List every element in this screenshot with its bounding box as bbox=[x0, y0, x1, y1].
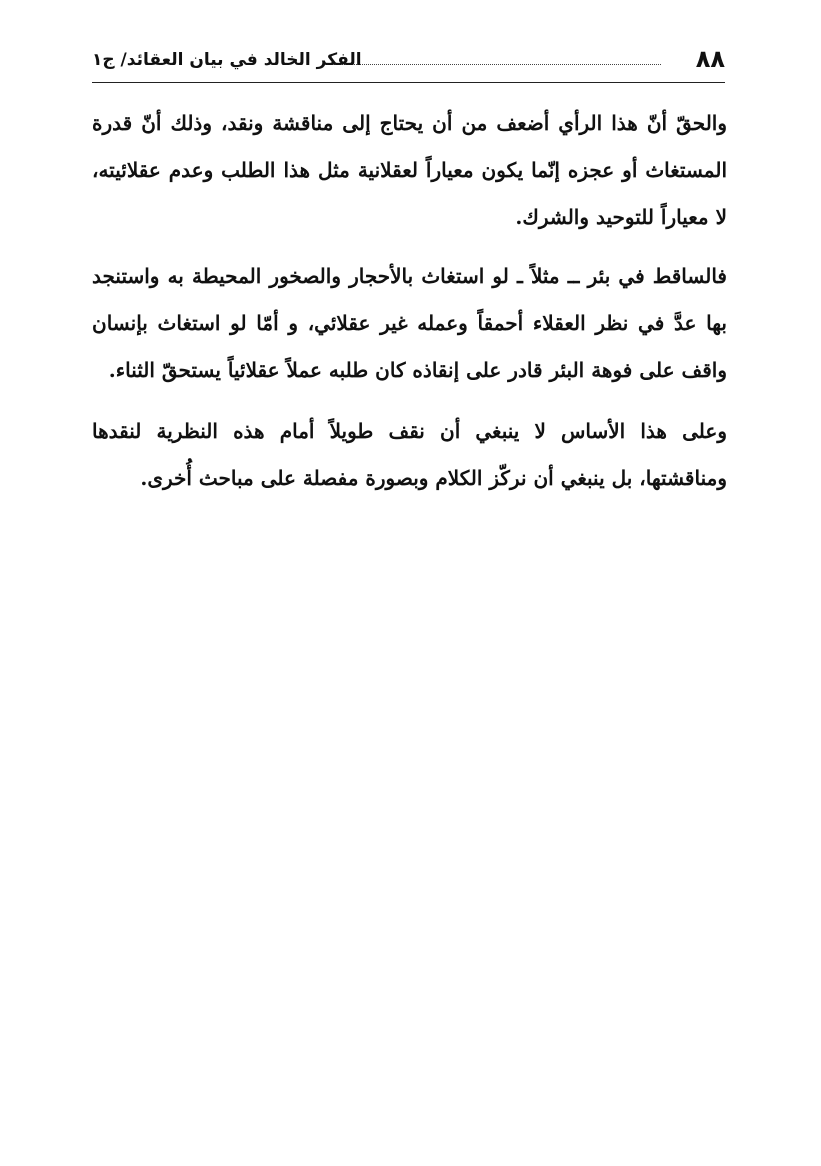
page-number: ٨٨ bbox=[695, 45, 725, 73]
running-title: الفكر الخالد في بيان العقائد/ ج١ bbox=[92, 50, 362, 70]
page-header bbox=[92, 40, 725, 82]
paragraph-2: فالساقط في بئر ــ مثلاً ـ لو استغاث بالأحجار والصخور المحيطة به واستنجد بها عدَّ في نظر العقلاء أحمقاً وعمله غير عقلائي، و أمّا لو استغاث بإنسان واقف على فوهة البئر قادر على إنقاذه كان طلبه عملاً عقلائياً يستحقّ الثناء. bbox=[92, 264, 727, 382]
page-body bbox=[92, 100, 727, 512]
header-leader-dots bbox=[324, 64, 661, 65]
header-rule bbox=[92, 82, 725, 83]
paragraph-3: وعلى هذا الأساس لا ينبغي أن نقف طويلاً أمام هذه النظرية لنقدها ومناقشتها، بل ينبغي أن نركّز الكلام وبصورة مفصلة على مباحث أُخرى. bbox=[92, 419, 727, 490]
paragraph-1: والحقّ أنّ هذا الرأي أضعف من أن يحتاج إلى مناقشة ونقد، وذلك أنّ قدرة المستغاث أو عجزه إنّما يكون معياراً لعقلانية مثل هذا الطلب وعدم عقلائيته، لا معياراً للتوحيد والشرك. bbox=[92, 111, 728, 229]
